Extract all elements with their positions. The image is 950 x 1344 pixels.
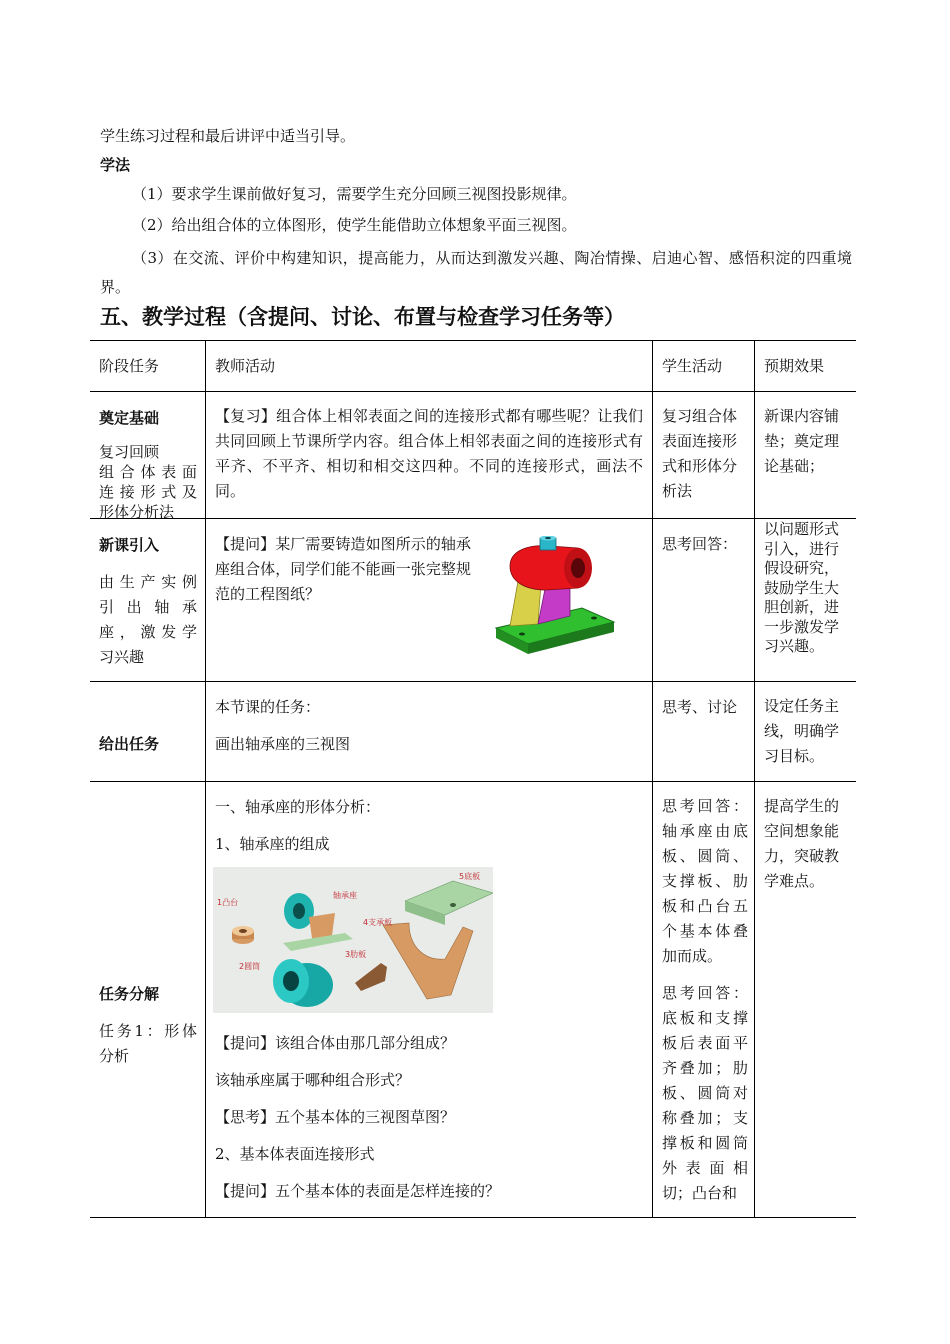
label-base: 5底板 xyxy=(459,872,481,881)
student-activity-2: 思考回答： xyxy=(662,535,738,553)
stage-desc-1 xyxy=(99,442,197,522)
stage-title-1: 奠定基础 xyxy=(99,409,160,427)
stage-desc-line: 连接形式及 xyxy=(99,483,197,501)
cylinder-part-bore xyxy=(283,971,299,991)
table-col-divider xyxy=(652,340,653,1218)
label-support: 4支承板 xyxy=(363,918,393,927)
header-stage: 阶段任务 xyxy=(99,357,160,375)
stage-desc-line: 由生产实例 xyxy=(99,573,197,591)
label-rib: 3肋板 xyxy=(345,950,367,959)
teacher-activity-4-line: 【提问】该组合体由那几部分组成？ xyxy=(215,1034,456,1052)
table-col-divider xyxy=(205,340,206,1218)
header-teacher: 教师活动 xyxy=(215,357,276,375)
teacher-activity-4-line: 【提问】五个基本体的表面是怎样连接的？ xyxy=(215,1182,501,1200)
stage-desc-line: 座，激发学 xyxy=(99,623,197,641)
bearing-assembly-image xyxy=(490,536,620,660)
boss-part-hole xyxy=(239,929,247,933)
teacher-activity-4-line: 【思考】五个基本体的三视图草图？ xyxy=(215,1108,456,1126)
stage-sub-4: 任务1：形体分析 xyxy=(99,1022,197,1065)
intro-line: 学生练习过程和最后讲评中适当引导。 xyxy=(100,127,356,145)
stage-desc-2 xyxy=(99,570,197,670)
expected-effect-2: 以问题形式引入，进行假设研究，鼓励学生大胆创新，进一步激发学习兴趣。 xyxy=(764,520,840,655)
cylinder-bore xyxy=(571,558,585,578)
xuefa-item-2: （2）给出组合体的立体图形，使学生能借助立体想象平面三视图。 xyxy=(132,216,577,234)
teacher-activity-3-line: 本节课的任务： xyxy=(215,698,321,716)
student-activity-4b: 思考回答：底板和支撑板后表面平齐叠加；肋板、圆筒对称叠加；支撑板和圆筒外表面相切；凸台和 xyxy=(662,984,748,1202)
student-activity-1: 复习组合体表面连接形式和形体分析法 xyxy=(662,407,738,500)
teacher-activity-4-line: 1、轴承座的组成 xyxy=(215,835,330,853)
table-col-divider xyxy=(754,340,755,1218)
stage-title-2: 新课引入 xyxy=(99,536,160,554)
expected-effect-1: 新课内容铺垫；奠定理论基础； xyxy=(764,407,840,475)
section-title: 五、教学过程（含提问、讨论、布置与检查学习任务等） xyxy=(100,305,625,329)
teaching-process-table xyxy=(90,340,856,1218)
stage-desc-line: 习兴趣 xyxy=(99,648,145,666)
base-hole xyxy=(591,617,597,620)
base-hole xyxy=(519,633,525,636)
xuefa-item-1: （1）要求学生课前做好复习，需要学生充分回顾三视图投影规律。 xyxy=(132,185,577,203)
label-cylinder: 2圆筒 xyxy=(239,962,261,971)
bearing-small-bore xyxy=(293,903,305,919)
teacher-activity-1: 【复习】组合体上相邻表面之间的连接形式都有哪些呢？让我们共同回顾上节课所学内容。组合体上相邻表面之间的连接形式有平齐、不平齐、相切和相交这四种。不同的连接形式，画法不同。 xyxy=(215,407,643,500)
label-boss: 1凸台 xyxy=(217,898,239,907)
xuefa-title: 学法 xyxy=(100,156,131,174)
teacher-activity-3-line: 画出轴承座的三视图 xyxy=(215,735,351,753)
student-activity-3: 思考、讨论 xyxy=(662,698,738,716)
expected-effect-3: 设定任务主线，明确学习目标。 xyxy=(764,697,840,765)
stage-title-3: 给出任务 xyxy=(99,735,160,753)
stage-desc-line: 形体分析法 xyxy=(99,503,175,521)
stage-desc-line: 复习回顾 xyxy=(99,443,160,461)
base-plate-part-hole xyxy=(450,903,456,907)
expected-effect-4: 提高学生的空间想象能力，突破教学难点。 xyxy=(764,797,840,890)
xuefa-item-3: （3）在交流、评价中构建知识，提高能力，从而达到激发兴趣、陶冶情操、启迪心智、感悟积淀的四重境界。 xyxy=(100,249,852,296)
stage-desc-line: 引出轴承 xyxy=(99,598,197,616)
teacher-activity-2: 【提问】某厂需要铸造如图所示的轴承座组合体，同学们能不能画一张完整规范的工程图纸？ xyxy=(215,535,471,603)
teacher-activity-4-line: 一、轴承座的形体分析： xyxy=(215,798,381,816)
teacher-activity-4-line: 该轴承座属于哪种组合形式？ xyxy=(215,1071,411,1089)
stage-title-4: 任务分解 xyxy=(99,985,160,1003)
label-bearing: 轴承座 xyxy=(333,891,357,900)
teacher-activity-4-line: 2、基本体表面连接形式 xyxy=(215,1145,375,1163)
header-effect: 预期效果 xyxy=(764,357,825,375)
student-activity-4a: 思考回答：轴承座由底板、圆筒、支撑板、肋板和凸台五个基本体叠加而成。 xyxy=(662,797,748,965)
bearing-parts-image xyxy=(213,867,493,1013)
stage-desc-line: 组合体表面 xyxy=(99,463,197,481)
header-student: 学生活动 xyxy=(662,357,723,375)
boss-hole xyxy=(545,537,551,539)
